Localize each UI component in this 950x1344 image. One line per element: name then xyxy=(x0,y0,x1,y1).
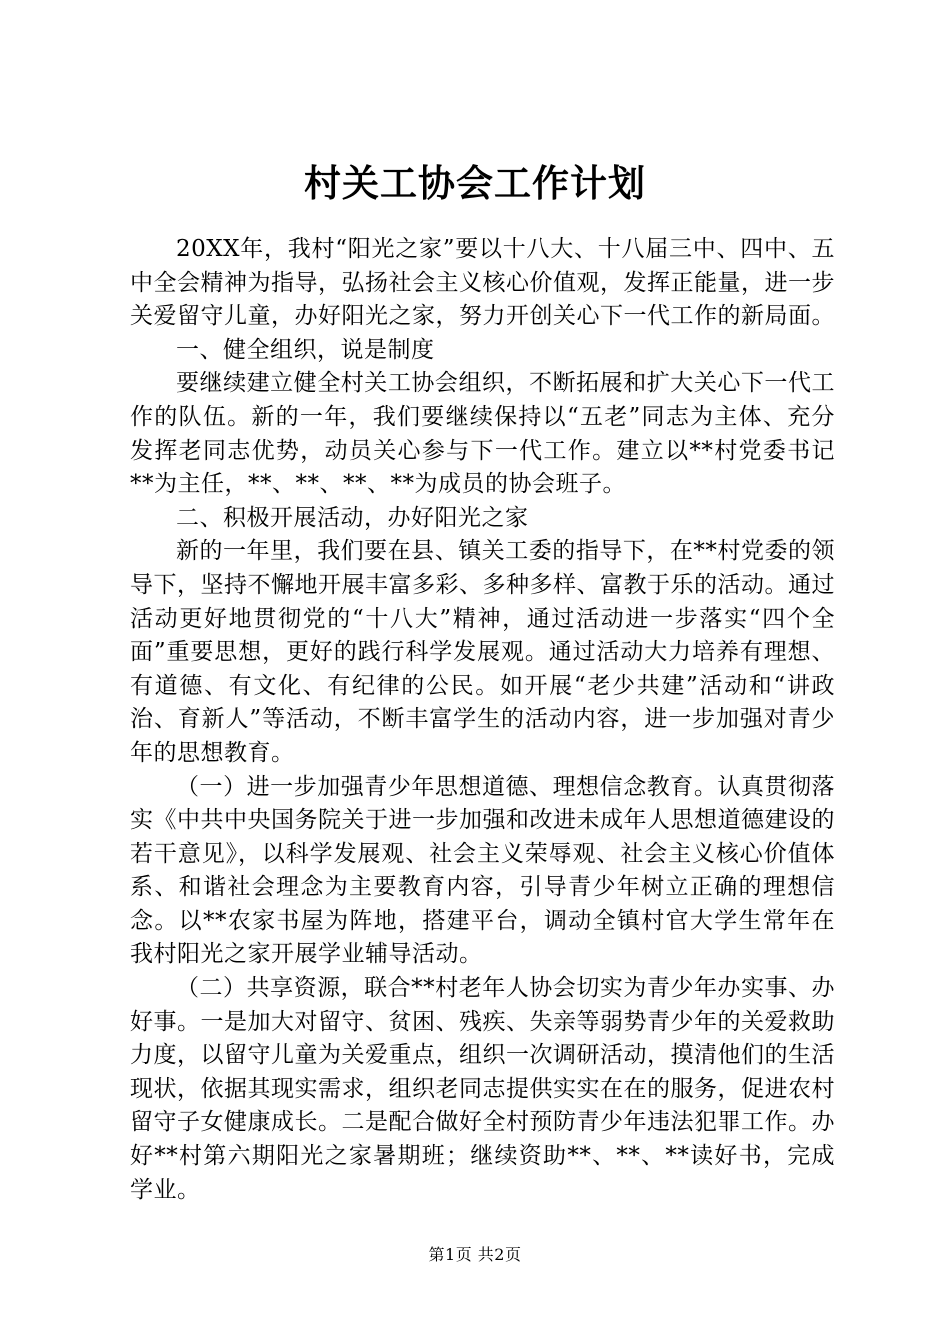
document-title: 村关工协会工作计划 xyxy=(304,161,646,205)
subsection-1-paragraph: （一）进一步加强青少年思想道德、理想信念教育。认真贯彻落实《中共中央国务院关于进一步加强和改进未成年人思想道德建设的若干意见》，以科学发展观、社会主义荣辱观、社会主义核心价值体系、和谐社会理念为主要教育内容，引导青少年树立正确的理想信念。以**农家书屋为阵地，搭建平台，调动全镇村官大学生常年在我村阳光之家开展学业辅导活动。 xyxy=(130,773,835,968)
section-1-paragraph: 要继续建立健全村关工协会组织，不断拓展和扩大关心下一代工作的队伍。新的一年，我们要继续保持以“五老”同志为主体、充分发挥老同志优势，动员关心参与下一代工作。建立以**村党委书记**为主任，**、**、**、**为成员的协会班子。 xyxy=(130,370,835,498)
intro-paragraph: 20XX年，我村“阳光之家”要以十八大、十八届三中、四中、五中全会精神为指导，弘扬社会主义核心价值观，发挥正能量，进一步关爱留守儿童，办好阳光之家，努力开创关心下一代工作的新局面。 xyxy=(130,236,835,330)
section-heading-1: 一、健全组织，说是制度 xyxy=(176,336,435,363)
document-body xyxy=(130,233,835,1207)
page-footer: 第1页 共2页 xyxy=(428,1245,522,1264)
section-heading-2: 二、积极开展活动，办好阳光之家 xyxy=(176,504,529,531)
section-2-paragraph: 新的一年里，我们要在县、镇关工委的指导下，在**村党委的领导下，坚持不懈地开展丰富多彩、多种多样、富教于乐的活动。通过活动更好地贯彻党的“十八大”精神，通过活动进一步落实“四个全面”重要思想，更好的践行科学发展观。通过活动大力培养有理想、有道德、有文化、有纪律的公民。如开展“老少共建”活动和“讲政治、育新人”等活动，不断丰富学生的活动内容，进一步加强对青少年的思想教育。 xyxy=(130,538,835,766)
subsection-2-paragraph: （二）共享资源，联合**村老年人协会切实为青少年办实事、办好事。一是加大对留守、贫困、残疾、失亲等弱势青少年的关爱救助力度，以留守儿童为关爱重点，组织一次调研活动，摸清他们的生活现状，依据其现实需求，组织老同志提供实实在在的服务，促进农村留守子女健康成长。二是配合做好全村预防青少年违法犯罪工作。办好**村第六期阳光之家暑期班；继续资助**、**、**读好书，完成学业。 xyxy=(130,975,835,1203)
